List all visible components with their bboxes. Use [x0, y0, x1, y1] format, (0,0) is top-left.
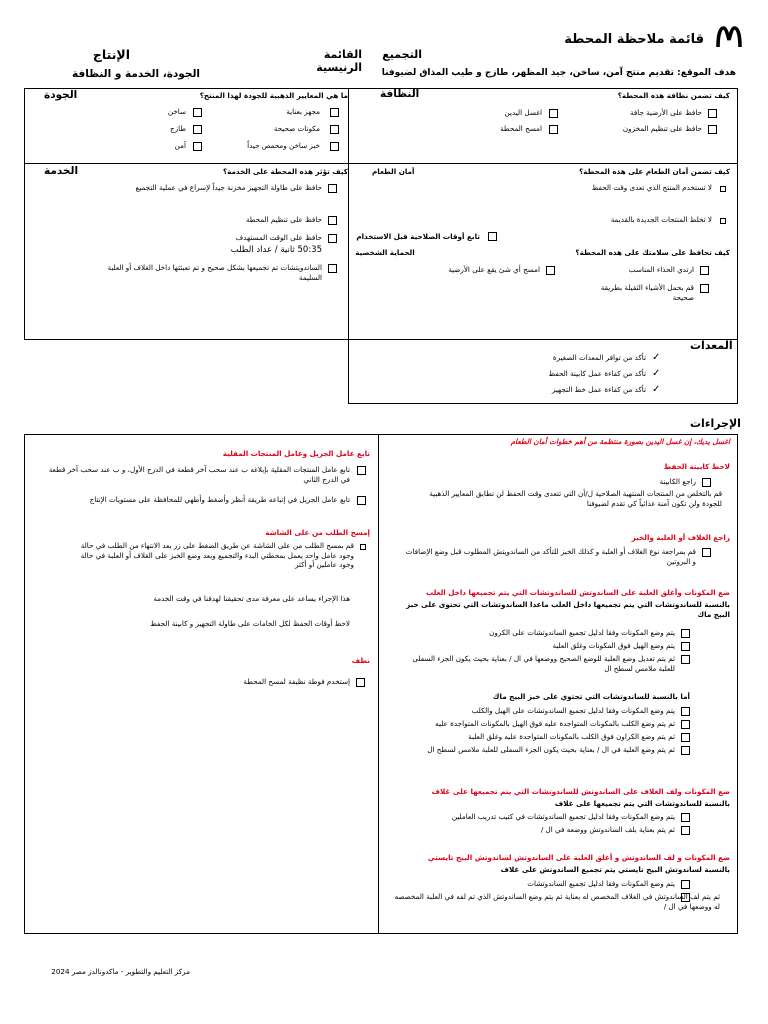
box-checkbox[interactable]: [681, 642, 690, 651]
equipment-item: تأكد من توافر المعدات الصغيرة: [552, 353, 646, 362]
personal-safety-checkbox[interactable]: [546, 266, 555, 275]
clean-item: حافظ على الأرضية جافة: [629, 108, 702, 117]
drawer-item: تابع عامل الجريل في إتباعه طريقة أنظر وأضغط وأطهي للمحافظة على مستويات الإنتاج: [89, 495, 350, 504]
tasty-subtitle: بالنسبة لساندوتش البيج تايستي يتم تجميع الساندوتش على غلاف: [500, 865, 730, 874]
quality-item: ساخن: [167, 107, 186, 116]
wrap-item: قم بمراجعة نوع الغلاف أو العلبة و كذلك الخبز للتأكد من الساندويتش المطلوب قبل وضع الإضافات و البروتين: [405, 547, 696, 566]
quality-checkbox[interactable]: [330, 142, 339, 151]
safety-item: لا تستخدم المنتج الذي تعدى وقت الحفظ: [591, 183, 712, 192]
clean-item: امسح المحطة: [500, 124, 542, 133]
drawer-title: تابع عامل الجريل وعامل المنتجات المقلية: [222, 449, 370, 458]
personal-safety-question: كيف تحافظ على سلامتك على هذه المحطة؟: [575, 248, 730, 257]
clean-question: كيف تضمن نظافة هذه المحطة؟: [617, 91, 730, 100]
ppe-heading: الحماية الشخصية: [355, 248, 415, 257]
service-item: حافظ على طاولة التجهيز مخزنة جيداً لإسراع في عملية التجميع: [135, 183, 322, 192]
box-title: ضع المكونات وأغلق العلبة على الساندوتش للساندوتشات التي يتم تجميعها داخل العلب: [425, 588, 730, 597]
equipment-item: تأكد من كفاءة عمل كابينة الحفظ: [548, 369, 646, 378]
bigmac-item: ثم يتم وضع العلبة في ال / بعناية بحيث يكون الجزء السفلى للعلبة ملامس لسطح ال: [427, 745, 675, 754]
tasty-checkbox[interactable]: [681, 880, 690, 889]
clean-title: نظف: [351, 656, 370, 665]
golden-standards-question: ما هي المعايير الذهبية للجودة لهذا المنتج؟: [199, 91, 348, 100]
wrapped-title: ضع المكونات ولف الغلاف على الساندوتش للساندوتشات التي يتم تجميعها على غلاف: [431, 787, 730, 796]
drawer-item: تابع عامل المنتجات المقلية بإبلاغه ب عند سحب آخر قطعة في الدرج الأول، و ب عند سحب آخر قطعة في الدرج الثاني: [48, 465, 350, 484]
bigmac-item: ثم يتم وضع الكراون فوق الكلب بالمكونات المتواجدة عليه وغلق العلبة: [468, 732, 675, 741]
tasty-item: ثم يتم لف الساندوتش في الغلاف المخصص له بعناية ثم يتم وضع الساندوتش الذي تم لفه في العلبة المخصصه له ووضعها في ال /: [394, 892, 720, 911]
production-label: الإنتاج: [92, 47, 130, 62]
service-checkbox[interactable]: [328, 234, 337, 243]
service-item: حافظ على تنظيم المحطة: [245, 215, 322, 224]
assembly-label: التجميع: [382, 48, 422, 61]
wrap-checkbox[interactable]: [702, 548, 711, 557]
clean-checkbox[interactable]: [549, 109, 558, 118]
wrapped-checkbox[interactable]: [681, 813, 690, 822]
wrapped-checkbox[interactable]: [681, 826, 690, 835]
procedures-heading: الإجراءات: [690, 417, 741, 430]
mcdonalds-logo-icon: [716, 26, 742, 48]
box-item: ثم يتم تعديل وضع العلبة للوضع الصحيح ووضعها في ال / بعناية بحيث يكون الجزء السفلى للعلبة ملامس لسطح ال: [412, 654, 675, 673]
quality-checkbox[interactable]: [330, 125, 339, 134]
service-checkbox[interactable]: [328, 184, 337, 193]
check-icon: ✓: [652, 352, 661, 363]
bigmac-checkbox[interactable]: [681, 733, 690, 742]
box-item: يتم وضع المكونات وفقا لدليل تجميع الساندوتشات على الكرون: [489, 628, 675, 637]
service-item: الساندويتشات تم تجميعها بشكل صحيح و تم تعبئتها داخل الغلاف أو العلبة السليمة: [107, 263, 322, 282]
screen-text: قم بمسح الطلب من على الشاشة عن طريق الضغط على زر بعد الانتهاء من الطلب في حالة وجود عامل واحد يعمل بمحطتي البدء والتجميع وبعد وضع الخبز على الغلاف أو العلبة في حالة وجود عاملين أو أكثر: [80, 541, 354, 570]
cabinet-text: قم بالتخلص من المنتجات المنتهية الصلاحية ل/أن التي تتعدى وقت الحفظ لن تطابق المعايير الذهبية للجودة ولن تكون آمنة غذائياً كي تقدم لضيوفنا: [429, 489, 722, 508]
quality-checkbox[interactable]: [193, 108, 202, 117]
clean-checkbox[interactable]: [708, 109, 717, 118]
clean-checkbox[interactable]: [708, 125, 717, 134]
quality-item: مكونات صحيحة: [273, 124, 320, 133]
bigmac-item: ثم يتم وضع الكلب بالمكونات المتواجدة عليه فوق الهيل بالمكونات المتواجدة عليه: [435, 719, 675, 728]
personal-safety-item: امسح أي شئ يقع على الأرضية: [448, 265, 540, 274]
safety-item: لا تخلط المنتجات الجديدة بالقديمة: [610, 215, 712, 224]
handwash-note: اغسل يديك، إن غسل اليدين بصورة منتظمة من أهم خطوات أمان الطعام: [510, 437, 730, 446]
wrapped-item: يتم وضع المكونات وفقا لدليل تجميع الساندوتشات في كتيب تدريب العاملين: [451, 812, 675, 821]
personal-safety-checkbox[interactable]: [700, 284, 709, 293]
clean-item: اغسل اليدين: [504, 108, 542, 117]
main-menu-label: القائمة الرنيسية: [316, 48, 362, 74]
cabinet-title: لاحظ كابينة الحفظ: [663, 462, 730, 471]
bigmac-title: أما بالنسبة للساندوتشات التي تحتوي على خبز البيج ماك: [492, 692, 690, 701]
screen-note: لاحظ أوقات الحفظ لكل الخامات على طاولة التجهيز و كابينة الحفظ: [150, 619, 350, 628]
screen-title: إمسح الطلب من على الشاشة: [265, 528, 370, 537]
quality-item: خبز ساخن ومحمص جيداً: [247, 141, 320, 150]
tasty-title: ضع المكونات و لف الساندوتش و أغلق العلبة على الساندوتش لساندوتش البيج تايستي: [427, 853, 730, 862]
drawer-checkbox[interactable]: [357, 496, 366, 505]
cabinet-checkbox[interactable]: [702, 478, 711, 487]
screen-note: هذا الإجراء يساعد على معرفة مدى تحقيقنا لهدفنا في وقت الخدمة: [153, 594, 350, 603]
cabinet-item: راجع الكابينة: [659, 477, 696, 486]
personal-safety-item: قم بحمل الأشياء الثقيلة بطريقة صحيحة: [600, 283, 694, 302]
bigmac-checkbox[interactable]: [681, 746, 690, 755]
screen-checkbox[interactable]: [360, 544, 366, 550]
equipment-item: تأكد من كفاءة عمل خط التجهيز: [551, 385, 646, 394]
box-checkbox[interactable]: [681, 629, 690, 638]
box-checkbox[interactable]: [681, 655, 690, 664]
personal-safety-item: ارتدي الحذاء المناسب: [628, 265, 694, 274]
service-checkbox[interactable]: [328, 216, 337, 225]
bigmac-checkbox[interactable]: [681, 720, 690, 729]
quality-heading: الجودة: [44, 89, 78, 101]
service-question: كيف تؤثر هذه المحطة على الخدمة؟: [222, 167, 348, 176]
tasty-item: يتم وضع المكونات وفقا لدليل تجميع الساندوتشات: [527, 879, 675, 888]
clean-item: حافظ على تنظيم المخزون: [622, 124, 702, 133]
clean-station-checkbox[interactable]: [356, 678, 365, 687]
quality-checkbox[interactable]: [193, 142, 202, 151]
clean-checkbox[interactable]: [549, 125, 558, 134]
qsc-label: الجودة، الخدمة و النظافة: [71, 68, 200, 80]
site-goal: هدف الموقع: تقديم منتج آمن، ساخن، جيد المظهر، طازج و طيب المذاق لضيوفنا: [381, 68, 736, 78]
service-item: حافظ على الوقت المستهدف: [235, 233, 322, 242]
box-item: يتم وضع الهيل فوق المكونات وغلق العلبة: [552, 641, 675, 650]
box-subtitle: بالنسبة للساندوتشات التي يتم تجميعها داخل العلب ماعدا الساندوتشات التي تحتوى على خبز البيج ماك: [406, 600, 730, 619]
page-title: قائمة ملاحظة المحطة: [564, 32, 704, 47]
wrapped-subtitle: بالنسبة للساندوتشات التي يتم تجميعها على غلاف: [554, 799, 730, 808]
quality-item: آمن: [174, 141, 186, 150]
wrapped-item: ثم يتم بعناية بلف الساندوتش ووضعه في ال /: [540, 825, 675, 834]
safety-checkbox[interactable]: [720, 186, 726, 192]
food-safety-heading: أمان الطعام: [372, 167, 415, 176]
clean-station-item: إستخدم فوطة نظيفة لمسح المحطة: [243, 677, 350, 686]
safety-question: كيف تضمن أمان الطعام على هذه المحطة؟: [579, 167, 730, 176]
quality-item: طازج: [169, 124, 186, 133]
safety-checkbox[interactable]: [488, 232, 497, 241]
service-heading: الخدمة: [44, 165, 79, 177]
wrap-title: راجع الغلاف أو العلبة والخبز: [631, 533, 730, 542]
safety-checkbox[interactable]: [720, 218, 726, 224]
order-timer-text: 50:35 ثانية / عداد الطلب: [230, 245, 322, 255]
cleanliness-heading: النظافة: [380, 88, 420, 100]
personal-safety-checkbox[interactable]: [700, 266, 709, 275]
drawer-checkbox[interactable]: [357, 466, 366, 475]
footer-text: مركز التعليم والتطوير - ماكدونالدز مصر 2024: [51, 967, 190, 976]
check-icon: ✓: [652, 384, 661, 395]
service-checkbox[interactable]: [328, 264, 337, 273]
expiry-check-text: تابع أوقات الصلاحية قبل الاستخدام: [356, 232, 480, 241]
equipment-heading: المعدات: [690, 339, 733, 352]
quality-item: مجهز بعناية: [286, 107, 320, 116]
bigmac-item: يتم وضع المكونات وفقا لدليل تجميع الساندوتشات على الهيل والكلب: [471, 706, 675, 715]
check-icon: ✓: [652, 368, 661, 379]
quality-checkbox[interactable]: [330, 108, 339, 117]
bigmac-checkbox[interactable]: [681, 707, 690, 716]
quality-checkbox[interactable]: [193, 125, 202, 134]
